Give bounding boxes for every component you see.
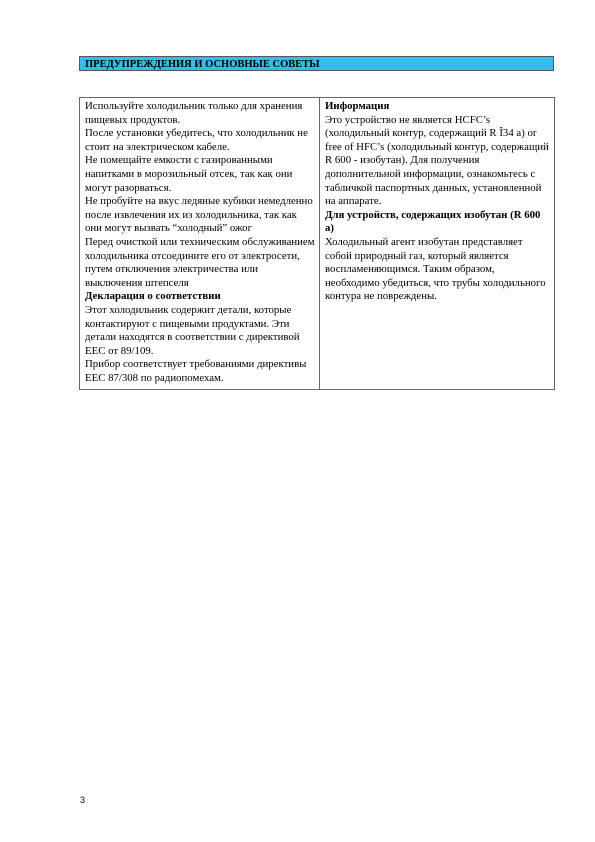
left-paragraph: Используйте холодильник только для хранения пищевых продуктов.: [85, 100, 303, 126]
left-paragraph: Этот холодильник содержит детали, которые контактируют с пищевыми продуктами. Эти детали находятся в соответствии с директивой ЕЕС от 89/109.: [85, 303, 300, 357]
page-number: 3: [80, 795, 86, 805]
information-heading: Информация: [325, 100, 390, 112]
right-paragraph: Холодильный агент изобутан представляет собой природный газ, который является воспламеняющимся. Таким образом, необходимо убедиться, что трубы холодильного контура не повреждены.: [325, 235, 546, 303]
declaration-heading: Декларация о соответствии: [85, 290, 221, 303]
left-paragraph: Перед очисткой или техническим обслуживанием холодильника отсоедините его от электросети, путем отключения электричества или выключения штепселя: [85, 235, 315, 289]
left-paragraph: Не помещайте емкости с газированными напитками в морозильный отсек, так как они могут разорваться.: [85, 154, 293, 194]
left-column: [80, 98, 320, 389]
right-paragraph: Это устройство не является HCFC’s (холодильный контур, содержащий R Î34 a) or free of HFC’s (холодильный контур, содержащий R 600 - изобутан). Для получения дополнительной информации, ознакомьтесь с табличкой паспортных данных, установленной на аппарате.: [325, 113, 549, 208]
isobutane-heading: Для устройств, содержащих изобутан (R 600 a): [325, 208, 541, 235]
section-title-banner: ПРЕДУПРЕЖДЕНИЯ И ОСНОВНЫЕ СОВЕТЫ: [79, 56, 554, 71]
left-paragraph: После установки убедитесь, что холодильник не стоит на электрическом кабеле.: [85, 127, 308, 153]
left-paragraph: Не пробуйте на вкус ледяные кубики немедленно после извлечения их из холодильника, так как они могут вызвать “холодный” ожог: [85, 195, 313, 235]
left-paragraph: Прибор соответствует требованиями директивы ЕЕС 87/308 по радиопомехам.: [85, 358, 307, 384]
content-table: [79, 97, 555, 390]
right-column: [320, 98, 554, 389]
